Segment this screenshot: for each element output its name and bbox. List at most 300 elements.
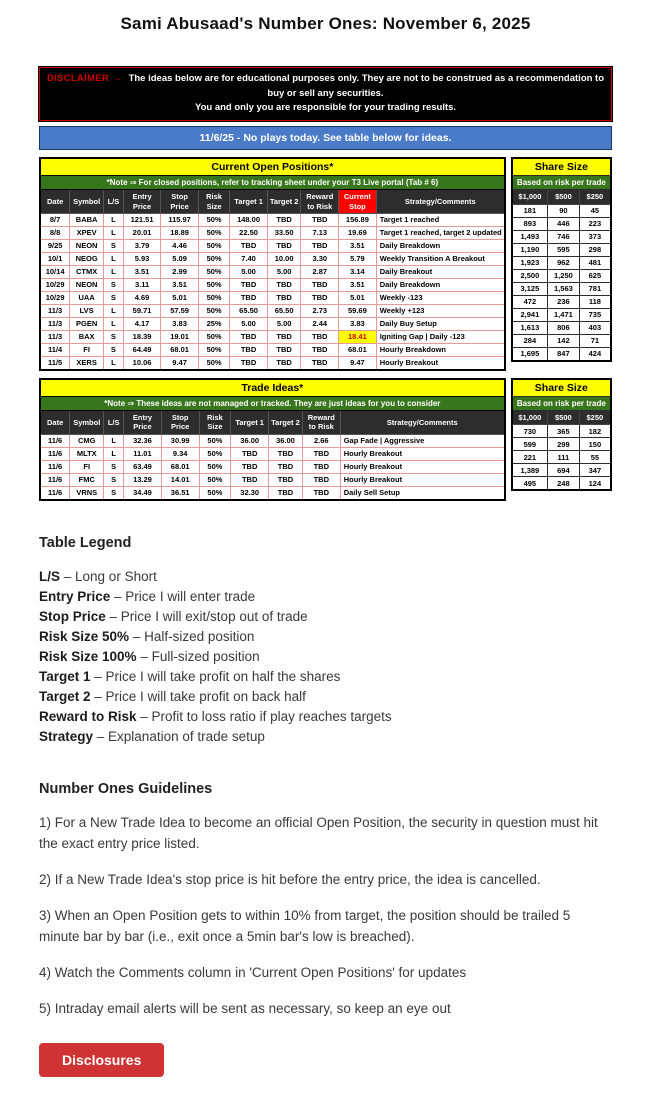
table-row [512,269,611,282]
legend-item [39,667,612,687]
cell-rr: TBD [301,239,339,252]
cell-entry: 63.49 [124,460,162,473]
cell-symbol: CMG [70,434,104,447]
table-row [512,464,611,477]
table-note: *Note ⇒ For closed positions, refer to tracking sheet under your T3 Live portal (Tab # 6) [40,176,505,190]
table-row [512,217,611,230]
cell-t2: 10.00 [267,252,301,265]
cell-stop: 4.46 [161,239,199,252]
share-size-title: Share Size [512,158,611,176]
column-header-row [40,410,505,434]
cell-cs: 5.79 [339,252,377,265]
cell-risk: 50% [199,434,231,447]
share-size-note: Based on risk per trade [512,396,611,410]
cell-risk: 50% [198,226,229,239]
table-title: Current Open Positions* [40,158,505,176]
cell-t1: 7.40 [230,252,268,265]
cell-t1: 32.30 [231,486,269,500]
cell-symbol: FMC [70,473,104,486]
cell-t2: TBD [267,213,301,226]
cell-stop: 115.97 [161,213,199,226]
cell-t2: TBD [267,291,301,304]
cell-rr: 2.66 [302,434,340,447]
cell-s250: 118 [579,295,611,308]
cell-cs: 68.01 [339,343,377,356]
cell-strategy: Daily Breakout [376,265,505,278]
disclaimer-banner [39,67,612,121]
table-row [512,282,611,295]
cell-risk: 50% [199,473,231,486]
cell-s1000: 3,125 [512,282,548,295]
cell-ls: S [104,239,124,252]
cell-symbol: FI [70,460,104,473]
open-positions-table [39,157,506,371]
column-header: Strategy/Comments [376,190,505,214]
cell-s1000: 1,613 [512,321,548,334]
table-title: Trade Ideas* [40,379,505,397]
cell-rr: TBD [301,356,339,370]
cell-rr: 2.87 [301,265,339,278]
cell-t2: 5.00 [267,317,301,330]
cell-s250: 45 [579,204,611,217]
cell-s250: 403 [579,321,611,334]
cell-rr: TBD [301,213,339,226]
cell-s1000: 2,500 [512,269,548,282]
cell-s1000: 599 [512,438,548,451]
cell-t1: TBD [231,473,269,486]
cell-s250: 735 [579,308,611,321]
cell-strategy: Target 1 reached [376,213,505,226]
cell-stop: 36.51 [161,486,199,500]
trade-ideas-share-size-table [511,378,612,491]
legend-term: Entry Price [39,588,111,604]
cell-s500: 806 [548,321,580,334]
cell-t2: TBD [267,239,301,252]
cell-t2: 65.50 [267,304,301,317]
cell-strategy: Weekly +123 [376,304,505,317]
cell-date: 11/6 [40,460,70,473]
cell-symbol: VRNS [70,486,104,500]
table-row [40,304,505,317]
guideline-item: 2) If a New Trade Idea's stop price is hit before the entry price, the idea is cancelled. [39,871,541,887]
cell-s250: 373 [579,230,611,243]
cell-strategy: Hourly Breakout [376,356,505,370]
cell-strategy: Hourly Breakout [340,460,504,473]
cell-date: 11/5 [40,356,70,370]
cell-symbol: UAA [70,291,104,304]
cell-entry: 18.39 [123,330,161,343]
cell-cs: 3.83 [339,317,377,330]
cell-s1000: 284 [512,334,548,347]
cell-symbol: MLTX [70,447,104,460]
column-header: $1,000 [512,190,548,204]
legend-term: Stop Price [39,608,106,624]
guideline-item: 1) For a New Trade Idea to become an official Open Position, the security in question must hit the exact entry price listed. [39,814,598,851]
cell-strategy: Hourly Breakout [340,447,504,460]
column-header-row [40,190,505,214]
cell-risk: 25% [198,317,229,330]
cell-t2: TBD [267,343,301,356]
share-size-note: Based on risk per trade [512,176,611,190]
legend-item [39,627,612,647]
column-header: L/S [104,190,124,214]
cell-date: 10/1 [40,252,70,265]
cell-risk: 50% [199,447,231,460]
cell-stop: 68.01 [161,343,199,356]
cell-s500: 248 [548,477,580,491]
table-row [512,256,611,269]
table-row [40,473,505,486]
cell-rr: TBD [302,486,340,500]
cell-symbol: BABA [70,213,104,226]
cell-t1: 5.00 [230,317,268,330]
cell-s250: 182 [579,425,611,438]
column-header: $1,000 [512,410,548,424]
cell-t1: TBD [231,460,269,473]
column-header: $250 [579,190,611,204]
cell-date: 9/25 [40,239,70,252]
cell-ls: L [104,226,124,239]
cell-cs: 3.51 [339,278,377,291]
cell-t1: 22.50 [230,226,268,239]
cell-t2: TBD [269,486,303,500]
table-row [40,330,505,343]
cell-t1: TBD [230,291,268,304]
table-row [40,226,505,239]
trade-ideas-section [39,378,612,501]
cell-s250: 124 [579,477,611,491]
cell-ls: L [104,317,124,330]
legend-desc: – Price I will take profit on half the shares [90,668,341,684]
cell-date: 10/29 [40,291,70,304]
table-row [40,278,505,291]
cell-date: 10/14 [40,265,70,278]
cell-cs: 18.41 [339,330,377,343]
cell-date: 11/3 [40,304,70,317]
cell-ls: L [104,252,124,265]
cell-s500: 90 [548,204,580,217]
cell-stop: 14.01 [161,473,199,486]
cell-symbol: LVS [70,304,104,317]
cell-s500: 1,471 [548,308,580,321]
cell-s250: 55 [579,451,611,464]
table-row [512,347,611,361]
table-row [512,477,611,491]
cell-strategy: Daily Breakdown [376,239,505,252]
legend-term: L/S [39,568,61,584]
share-size-title: Share Size [512,379,611,397]
table-row [512,438,611,451]
cell-strategy: Hourly Breakout [340,473,504,486]
column-header: Entry Price [124,410,162,434]
table-row [40,343,505,356]
table-row [512,451,611,464]
cell-symbol: BAX [70,330,104,343]
cell-date: 11/3 [40,317,70,330]
column-header: $500 [548,410,580,424]
disclaimer-line1 [46,72,605,101]
table-row [512,243,611,256]
cell-s500: 446 [548,217,580,230]
cell-date: 11/6 [40,473,70,486]
cell-date: 11/6 [40,486,70,500]
cell-entry: 4.17 [123,317,161,330]
cell-cs: 5.01 [339,291,377,304]
cell-cs: 156.89 [339,213,377,226]
cell-risk: 50% [198,330,229,343]
legend-desc: – Price I will take profit on back half [90,688,306,704]
cell-ls: S [104,330,124,343]
cell-stop: 19.01 [161,330,199,343]
disclaimer-line2: You and only you are responsible for your trading results. [194,102,457,114]
table-row [512,295,611,308]
table-row [40,460,505,473]
table-row [40,356,505,370]
cell-entry: 4.69 [123,291,161,304]
cell-rr: TBD [301,291,339,304]
cell-t1: 148.00 [230,213,268,226]
cell-strategy: Gap Fade | Aggressive [340,434,504,447]
announcement-banner: 11/6/25 - No plays today. See table below for ideas. [39,126,612,150]
cell-stop: 3.83 [161,317,199,330]
cell-s1000: 1,389 [512,464,548,477]
cell-stop: 3.51 [161,278,199,291]
cell-symbol: FI [70,343,104,356]
cell-s1000: 181 [512,204,548,217]
legend-desc: – Explanation of trade setup [93,728,265,744]
disclaimer-text: The ideas below are for educational purposes only. They are not to be construed as a recommendation to buy or sell any securities. [128,73,605,99]
cell-rr: TBD [301,330,339,343]
legend-term: Target 2 [39,688,91,704]
cell-strategy: Weekly Transition A Breakout [376,252,505,265]
cell-s250: 424 [579,347,611,361]
cell-s500: 746 [548,230,580,243]
cell-strategy: Daily Sell Setup [340,486,504,500]
cell-s250: 481 [579,256,611,269]
legend-desc: – Price I will exit/stop out of trade [105,608,308,624]
cell-date: 10/29 [40,278,70,291]
cell-stop: 57.59 [161,304,199,317]
cell-stop: 2.99 [161,265,199,278]
column-header: Target 1 [231,410,269,434]
cell-cs: 59.69 [339,304,377,317]
cell-s250: 347 [579,464,611,477]
cell-ls: S [104,473,124,486]
cell-date: 11/6 [40,434,70,447]
cell-s500: 365 [548,425,580,438]
table-row [512,204,611,217]
cell-risk: 50% [198,343,229,356]
cell-t1: TBD [231,447,269,460]
guidelines-list [39,812,612,1019]
cell-date: 11/6 [40,447,70,460]
cell-ls: L [104,304,124,317]
table-row [512,230,611,243]
guideline-item: 4) Watch the Comments column in 'Current Open Positions' for updates [39,964,467,980]
cell-entry: 3.79 [123,239,161,252]
cell-entry: 10.06 [123,356,161,370]
disclosures-button[interactable]: Disclosures [39,1043,164,1077]
cell-rr: TBD [302,460,340,473]
table-row [512,321,611,334]
guideline-item: 3) When an Open Position gets to within 10% from target, the position should be trailed 5 minute bar by bar (i.e., exit once a 5min bar's low is breached). [39,907,571,944]
cell-rr: TBD [302,473,340,486]
cell-strategy: Hourly Breakdown [376,343,505,356]
legend-desc: – Price I will enter trade [110,588,256,604]
share-column-header-row [512,190,611,204]
cell-s1000: 1,695 [512,347,548,361]
cell-ls: L [104,265,124,278]
cell-t2: 5.00 [267,265,301,278]
cell-s1000: 221 [512,451,548,464]
cell-s1000: 1,190 [512,243,548,256]
column-header: Target 2 [269,410,303,434]
table-row [512,334,611,347]
cell-entry: 3.11 [123,278,161,291]
cell-s500: 595 [548,243,580,256]
column-header: Strategy/Comments [340,410,504,434]
cell-ls: S [104,486,124,500]
cell-rr: 7.13 [301,226,339,239]
cell-t2: TBD [269,460,303,473]
column-header: Reward to Risk [302,410,340,434]
cell-date: 11/3 [40,330,70,343]
cell-s1000: 893 [512,217,548,230]
page-title: Sami Abusaad's Number Ones: November 6, 2025 [120,14,531,33]
cell-s250: 150 [579,438,611,451]
cell-stop: 30.99 [161,434,199,447]
column-header: $500 [548,190,580,204]
cell-s250: 625 [579,269,611,282]
table-row [40,434,505,447]
cell-s1000: 2,941 [512,308,548,321]
cell-strategy: Daily Breakdown [376,278,505,291]
cell-strategy: Weekly -123 [376,291,505,304]
cell-risk: 50% [198,265,229,278]
cell-risk: 50% [198,278,229,291]
table-row [40,447,505,460]
legend-desc: – Full-sized position [136,648,260,664]
cell-symbol: NEON [70,239,104,252]
guidelines-heading: Number Ones Guidelines [39,780,213,797]
column-header: L/S [104,410,124,434]
table-row [40,317,505,330]
cell-s500: 1,563 [548,282,580,295]
cell-t1: TBD [230,278,268,291]
cell-ls: L [104,213,124,226]
cell-ls: S [104,278,124,291]
cell-ls: S [104,291,124,304]
cell-s500: 142 [548,334,580,347]
cell-s500: 236 [548,295,580,308]
legend-term: Strategy [39,728,94,744]
disclaimer-label: DISCLAIMER [46,73,110,84]
cell-risk: 50% [198,239,229,252]
legend-item [39,647,612,667]
right-arrow-icon: → [113,73,123,84]
cell-t2: 33.50 [267,226,301,239]
cell-s500: 1,250 [548,269,580,282]
cell-t1: TBD [230,343,268,356]
column-header: Target 1 [230,190,268,214]
table-note: *Note ⇒ These ideas are not managed or tracked. They are just ideas for you to consider [40,396,505,410]
legend-item [39,587,612,607]
table-row [40,213,505,226]
cell-stop: 5.09 [161,252,199,265]
cell-symbol: NEOG [70,252,104,265]
cell-entry: 34.49 [124,486,162,500]
guideline-item: 5) Intraday email alerts will be sent as necessary, so keep an eye out [39,1000,451,1016]
cell-entry: 121.51 [123,213,161,226]
legend-list [39,567,612,747]
cell-s1000: 495 [512,477,548,491]
cell-t1: TBD [230,356,268,370]
cell-rr: 2.44 [301,317,339,330]
cell-s500: 694 [548,464,580,477]
cell-symbol: XERS [70,356,104,370]
cell-strategy: Target 1 reached, target 2 updated [376,226,505,239]
column-header: Target 2 [267,190,301,214]
cell-ls: L [104,434,124,447]
column-header: Reward to Risk [301,190,339,214]
cell-s1000: 1,923 [512,256,548,269]
cell-t2: TBD [267,356,301,370]
column-header: Stop Price [161,410,199,434]
cell-ls: S [104,343,124,356]
legend-desc: – Profit to loss ratio if play reaches targets [136,708,392,724]
legend-item [39,687,612,707]
cell-cs: 3.14 [339,265,377,278]
cell-t1: 65.50 [230,304,268,317]
cell-t1: TBD [230,239,268,252]
column-header: Date [40,410,70,434]
cell-entry: 32.36 [124,434,162,447]
cell-entry: 13.29 [124,473,162,486]
cell-s1000: 1,493 [512,230,548,243]
legend-desc: – Long or Short [60,568,157,584]
trade-ideas-table [39,378,506,501]
table-row [512,425,611,438]
cell-stop: 5.01 [161,291,199,304]
share-column-header-row [512,410,611,424]
column-header: Current Stop [339,190,377,214]
cell-risk: 50% [198,252,229,265]
cell-rr: TBD [301,343,339,356]
cell-t2: TBD [269,447,303,460]
table-row [40,486,505,500]
cell-date: 8/8 [40,226,70,239]
cell-cs: 19.69 [339,226,377,239]
cell-stop: 18.89 [161,226,199,239]
table-row [40,239,505,252]
cell-symbol: XPEV [70,226,104,239]
cell-entry: 64.49 [123,343,161,356]
cell-cs: 3.51 [339,239,377,252]
legend-heading: Table Legend [39,534,132,551]
legend-term: Reward to Risk [39,708,137,724]
legend-term: Risk Size 100% [39,648,137,664]
cell-strategy: Daily Buy Setup [376,317,505,330]
column-header: Entry Price [123,190,161,214]
open-positions-section [39,157,612,371]
cell-s500: 111 [548,451,580,464]
column-header: Risk Size [198,190,229,214]
cell-t2: TBD [267,278,301,291]
cell-entry: 11.01 [124,447,162,460]
cell-t1: 36.00 [231,434,269,447]
cell-symbol: NEON [70,278,104,291]
cell-t1: TBD [230,330,268,343]
